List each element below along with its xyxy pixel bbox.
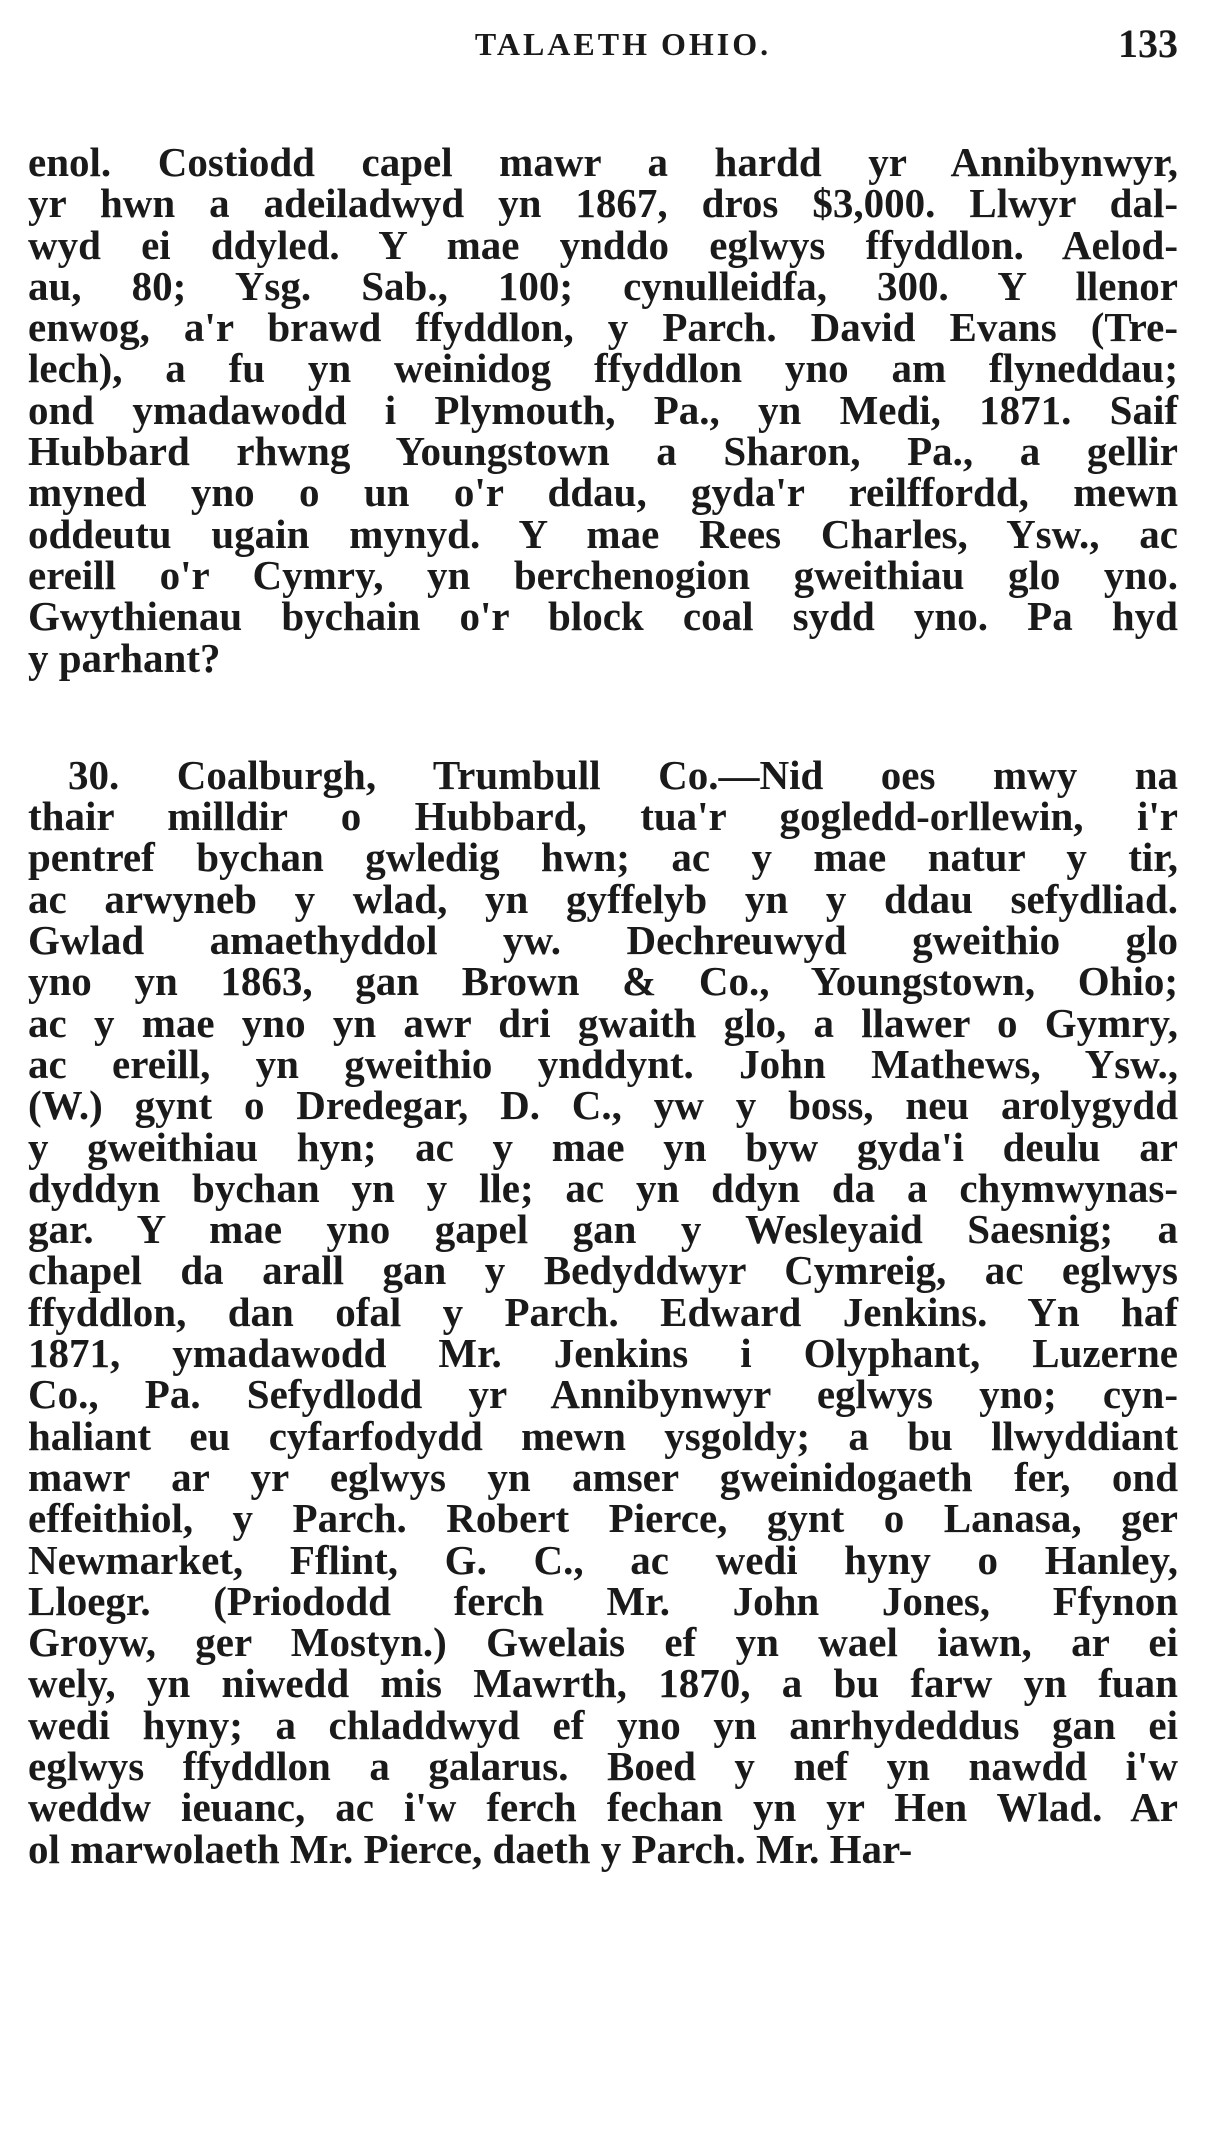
text-line: weddw ieuanc, ac i'w ferch fechan yn yr Hen Wlad. Ar: [28, 1784, 1178, 1831]
text-line: ol marwolaeth Mr. Pierce, daeth y Parch. Mr. Har-: [28, 1825, 913, 1872]
text-line: myned yno o un o'r ddau, gyda'r reilffordd, mewn: [28, 469, 1178, 516]
paragraph-gap: [28, 679, 1178, 755]
text-line: ond ymadawodd i Plymouth, Pa., yn Medi, 1871. Saif: [28, 386, 1178, 433]
text-line: ac ereill, yn gweithio ynddynt. John Mathews, Ysw.,: [28, 1040, 1178, 1087]
text-line: au, 80; Ysg. Sab., 100; cynulleidfa, 300. Y llenor: [28, 262, 1178, 309]
text-line: enwog, a'r brawd ffyddlon, y Parch. David Evans (Tre-: [28, 304, 1178, 351]
text-line: 30. Coalburgh, Trumbull Co.—Nid oes mwy na: [68, 751, 1178, 798]
text-line: Gwlad amaethyddol yw. Dechreuwyd gweithio glo: [28, 917, 1178, 964]
text-line: mawr ar yr eglwys yn amser gweinidogaeth fer, ond: [28, 1453, 1178, 1500]
text-line: ac arwyneb y wlad, yn gyffelyb yn y ddau sefydliad.: [28, 875, 1178, 922]
book-page: [28, 0, 1178, 1870]
text-line: chapel da arall gan y Bedyddwyr Cymreig, ac eglwys: [28, 1247, 1178, 1294]
text-line: wely, yn niwedd mis Mawrth, 1870, a bu farw yn fuan: [28, 1660, 1178, 1707]
text-line: Lloegr. (Priododd ferch Mr. John Jones, Ffynon: [28, 1577, 1178, 1624]
paragraph-1: [28, 139, 1178, 681]
text-line: Co., Pa. Sefydlodd yr Annibynwyr eglwys yno; cyn-: [28, 1371, 1178, 1418]
page-header: [28, 20, 1178, 80]
text-line: lech), a fu yn weinidog ffyddlon yno am flyneddau;: [28, 345, 1178, 392]
text-line: haliant eu cyfarfodydd mewn ysgoldy; a bu llwyddiant: [28, 1412, 1178, 1459]
text-line: ereill o'r Cymry, yn berchenogion gweithiau glo yno.: [28, 551, 1178, 598]
text-line: eglwys ffyddlon a galarus. Boed y nef yn nawdd i'w: [28, 1742, 1178, 1789]
text-line: yno yn 1863, gan Brown & Co., Youngstown, Ohio;: [28, 958, 1178, 1005]
text-line: Groyw, ger Mostyn.) Gwelais ef yn wael iawn, ar ei: [28, 1619, 1178, 1666]
paragraph-2: [28, 751, 1178, 1872]
text-line: yr hwn a adeiladwyd yn 1867, dros $3,000. Llwyr dal-: [28, 180, 1178, 227]
text-line: pentref bychan gwledig hwn; ac y mae natur y tir,: [28, 834, 1178, 881]
text-line: ffyddlon, dan ofal y Parch. Edward Jenkins. Yn haf: [28, 1288, 1178, 1335]
text-line: y parhant?: [28, 634, 221, 681]
text-line: (W.) gynt o Dredegar, D. C., yw y boss, neu arolygydd: [28, 1082, 1178, 1129]
text-line: 1871, ymadawodd Mr. Jenkins i Olyphant, Luzerne: [28, 1330, 1178, 1377]
text-line: y gweithiau hyn; ac y mae yn byw gyda'i deulu ar: [28, 1123, 1178, 1170]
text-line: oddeutu ugain mynyd. Y mae Rees Charles, Ysw., ac: [28, 510, 1178, 557]
text-line: Newmarket, Fflint, G. C., ac wedi hyny o Hanley,: [28, 1536, 1178, 1583]
text-line: Hubbard rhwng Youngstown a Sharon, Pa., a gellir: [28, 428, 1178, 475]
text-line: Gwythienau bychain o'r block coal sydd yno. Pa hyd: [28, 593, 1178, 640]
text-line: enol. Costiodd capel mawr a hardd yr Annibynwyr,: [28, 139, 1178, 185]
text-line: ac y mae yno yn awr dri gwaith glo, a llawer o Gymry,: [28, 999, 1178, 1046]
text-line: dyddyn bychan yn y lle; ac yn ddyn da a chymwynas-: [28, 1164, 1178, 1211]
text-line: gar. Y mae yno gapel gan y Wesleyaid Saesnig; a: [28, 1206, 1178, 1253]
text-line: wedi hyny; a chladdwyd ef yno yn anrhydeddus gan ei: [28, 1701, 1178, 1748]
text-line: thair milldir o Hubbard, tua'r gogledd-orllewin, i'r: [28, 793, 1178, 840]
page-number: 133: [1118, 21, 1178, 66]
text-line: effeithiol, y Parch. Robert Pierce, gynt o Lanasa, ger: [28, 1495, 1178, 1542]
text-line: wyd ei ddyled. Y mae ynddo eglwys ffyddlon. Aelod-: [28, 221, 1178, 268]
running-title: TALAETH OHIO.: [474, 26, 772, 62]
